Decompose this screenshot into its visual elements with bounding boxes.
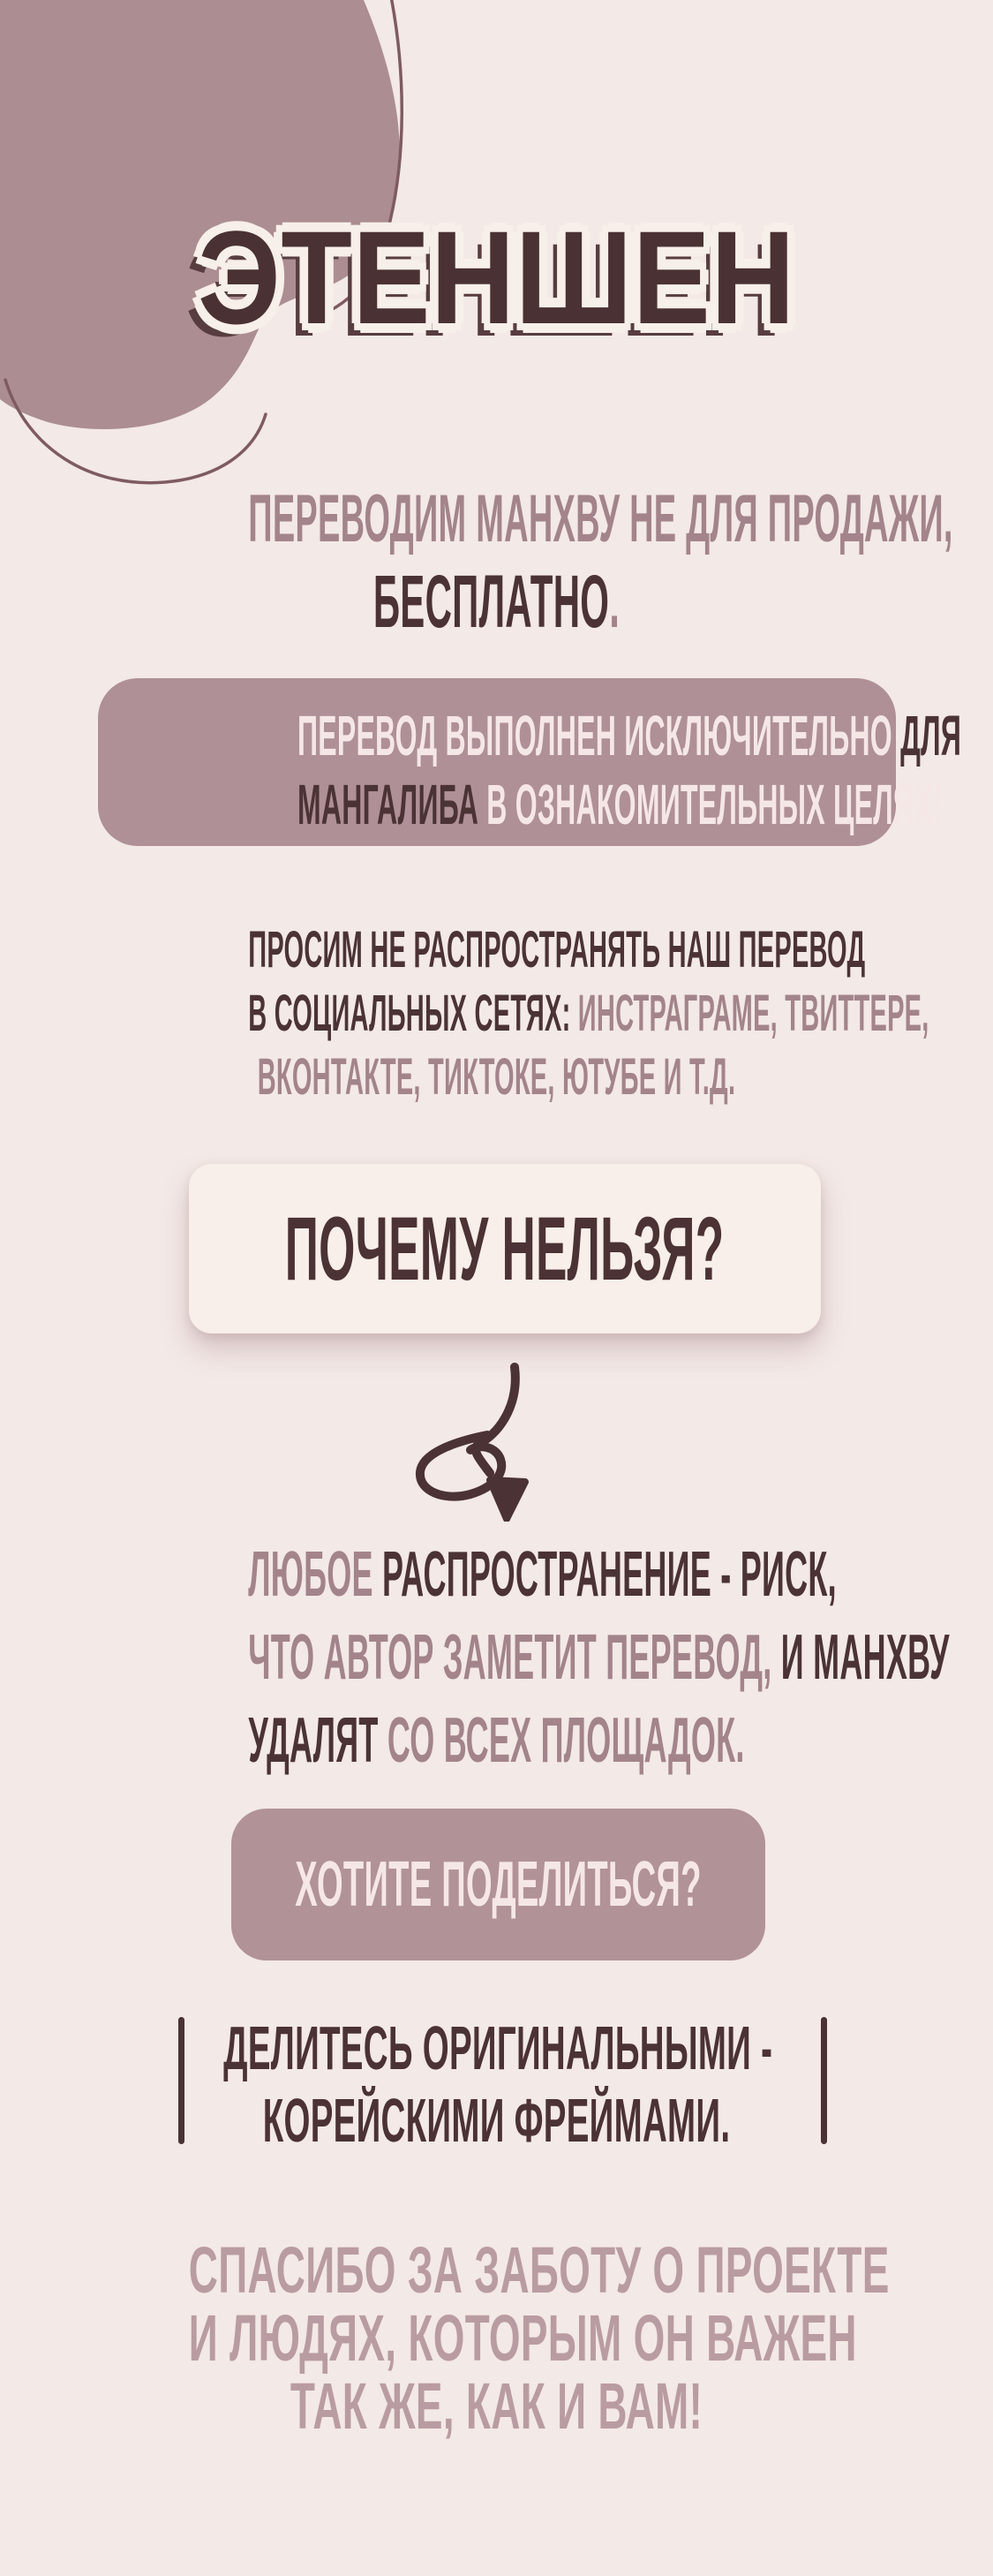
mangalib-line-2-light: В ОЗНАКОМИТЕЛЬНЫХ ЦЕЛЯХ!	[486, 773, 943, 836]
risk-line-3	[248, 1699, 745, 1782]
swirl-arrow-icon	[402, 1349, 560, 1522]
risk-line-3-accent: СО ВСЕХ ПЛОЩАДОК.	[387, 1705, 745, 1776]
risk-line-3-dark: УДАЛЯТ	[248, 1705, 387, 1776]
why-button[interactable]	[189, 1164, 821, 1333]
page-title	[0, 203, 993, 351]
thanks-line-2: И ЛЮДЯХ, КОТОРЫМ ОН ВАЖЕН	[188, 2301, 857, 2375]
risk-line-2-dark: И МАНХВУ	[780, 1622, 950, 1693]
why-button-label: ПОЧЕМУ НЕЛЬЗЯ?	[285, 1198, 725, 1299]
intro-free-word: БЕСПЛАТНО	[372, 560, 610, 643]
social-plea-text	[0, 918, 993, 1109]
frames-text	[0, 2012, 993, 2157]
frames-line-1: ДЕЛИТЕСЬ ОРИГИНАЛЬНЫМИ -	[223, 2013, 773, 2082]
mangalib-notice-box	[98, 678, 962, 846]
mangalib-notice-text	[98, 678, 962, 839]
share-button-label: ХОТИТЕ ПОДЕЛИТЬСЯ?	[295, 1849, 702, 1920]
risk-line-2-accent: ЧТО АВТОР ЗАМЕТИТ ПЕРЕВОД,	[248, 1622, 781, 1693]
risk-text	[0, 1533, 993, 1782]
frames-line-2: КОРЕЙСКИМИ ФРЕЙМАМИ.	[262, 2086, 731, 2155]
mangalib-line-1-dark: ДЛЯ	[900, 704, 962, 767]
risk-line-1-accent: ЛЮБОЕ	[248, 1539, 383, 1610]
thanks-text	[0, 2233, 993, 2443]
mangalib-line-2	[297, 770, 943, 839]
social-line-2	[248, 982, 929, 1046]
risk-line-1-dark: РАСПРОСТРАНЕНИЕ - РИСК,	[382, 1539, 837, 1610]
intro-line-2	[248, 559, 745, 644]
social-line-3: ВКОНТАКТЕ, ТИКТОКЕ, ЮТУБЕ И Т.Д.	[257, 1048, 736, 1106]
share-button[interactable]	[231, 1809, 765, 1960]
mangalib-line-1	[297, 701, 962, 770]
risk-line-1	[248, 1533, 837, 1616]
risk-line-2	[248, 1616, 950, 1699]
intro-text	[0, 480, 993, 644]
intro-line-1: ПЕРЕВОДИМ МАНХВУ НЕ ДЛЯ ПРОДАЖИ,	[248, 481, 953, 556]
social-line-2-accent: ИНСТРАГРАМЕ, ТВИТТЕРЕ,	[577, 985, 929, 1042]
mangalib-line-2-dark: МАНГАЛИБА	[297, 773, 487, 836]
page-title-text: ЭТЕНШЕН	[197, 203, 795, 351]
intro-period: .	[609, 560, 621, 643]
thanks-line-1: СПАСИБО ЗА ЗАБОТУ О ПРОЕКТЕ	[188, 2233, 890, 2307]
thanks-line-3: ТАК ЖЕ, КАК И ВАМ!	[290, 2369, 703, 2443]
mangalib-line-1-light: ПЕРЕВОД ВЫПОЛНЕН ИСКЛЮЧИТЕЛЬНО	[297, 704, 901, 767]
social-line-1: ПРОСИМ НЕ РАСПРОСТРАНЯТЬ НАШ ПЕРЕВОД	[248, 921, 866, 978]
social-line-2-dark: В СОЦИАЛЬНЫХ СЕТЯХ:	[248, 985, 578, 1042]
